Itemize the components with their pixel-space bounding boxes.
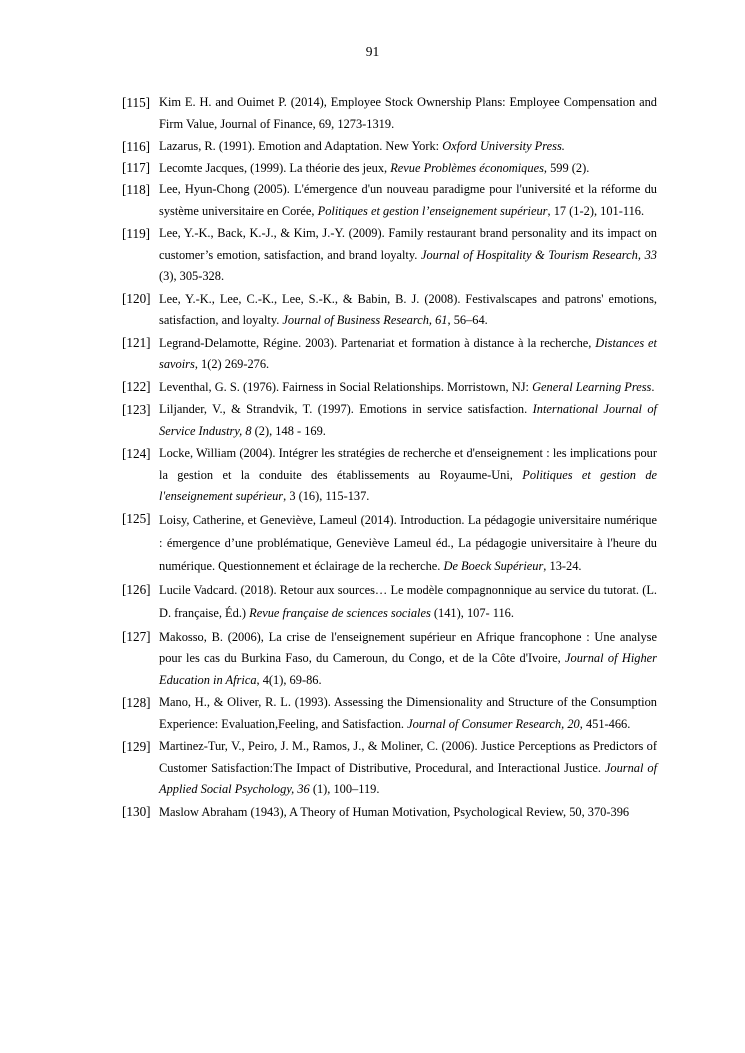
reference-text: Makosso, B. (2006), La crise de l'enseignement supérieur en Afrique francophone : Une analyse pour les cas du Burkina Faso, du Cameroun, du Congo, et de la Côte d'Ivoire, Journal of Higher Education in Africa, 4(1), 69-86. <box>159 629 657 687</box>
reference-item <box>122 377 657 399</box>
reference-number: [123] <box>122 401 151 417</box>
reference-item <box>122 223 657 288</box>
reference-item <box>122 627 657 692</box>
reference-text: Legrand-Delamotte, Régine. 2003). Partenariat et formation à distance à la recherche, Distances et savoirs, 1(2) 269-276. <box>159 335 657 371</box>
reference-number: [121] <box>122 335 151 350</box>
reference-text: Maslow Abraham (1943), A Theory of Human Motivation, Psychological Review, 50, 370-396 <box>159 804 630 819</box>
reference-number: [125] <box>122 511 151 526</box>
reference-text: Lazarus, R. (1991). Emotion and Adaptation. New York: Oxford University Press. <box>159 139 565 153</box>
reference-number: [124] <box>122 445 151 461</box>
reference-item <box>122 692 657 735</box>
reference-number: [128] <box>122 694 151 710</box>
reference-text: Kim E. H. and Ouimet P. (2014), Employee Stock Ownership Plans: Employee Compensation and Firm Value, Journal of Finance, 69, 1273-1319. <box>159 95 657 131</box>
reference-text: Lee, Y.-K., Back, K.-J., & Kim, J.-Y. (2009). Family restaurant brand personality and its impact on customer’s emotion, satisfaction, and brand loyalty. Journal of Hospitality & Tourism Research, 33 (3), 305-328. <box>159 226 657 283</box>
reference-text: Lecomte Jacques, (1999). La théorie des jeux, Revue Problèmes économiques, 599 (2). <box>159 160 590 175</box>
reference-number: [120] <box>122 291 151 306</box>
reference-text: Leventhal, G. S. (1976). Fairness in Social Relationships. Morristown, NJ: General Learning Press. <box>159 379 655 394</box>
reference-item <box>122 579 657 625</box>
reference-text: Liljander, V., & Strandvik, T. (1997). Emotions in service satisfaction. International Journal of Service Industry, 8 (2), 148 - 169. <box>159 402 657 438</box>
reference-item <box>122 136 657 157</box>
reference-item <box>122 333 657 376</box>
reference-item <box>122 802 657 824</box>
reference-text: Lee, Y.-K., Lee, C.-K., Lee, S.-K., & Babin, B. J. (2008). Festivalscapes and patrons' emotions, satisfaction, and loyalty. Journal of Business Research, 61, 56–64. <box>159 291 657 327</box>
reference-text: Lee, Hyun-Chong (2005). L'émergence d'un nouveau paradigme pour l'université et la réforme du système universitaire en Corée, Politiques et gestion l’enseignement supérieur, 17 (1-2), 101-116. <box>159 182 657 218</box>
page-number: 91 <box>365 44 380 59</box>
reference-number: [115] <box>122 94 151 110</box>
reference-number: [122] <box>122 379 151 394</box>
reference-item <box>122 179 657 222</box>
reference-number: [130] <box>122 804 151 820</box>
reference-number: [129] <box>122 738 151 754</box>
reference-item <box>122 443 657 508</box>
reference-item <box>122 92 657 135</box>
reference-text: Lucile Vadcard. (2018). Retour aux sources… Le modèle compagnonnique au service du tutorat. (L. D. française, Éd.) Revue française de sciences sociales (141), 107- 116. <box>159 583 657 621</box>
reference-item <box>122 509 657 579</box>
reference-list <box>122 92 657 823</box>
reference-number: [127] <box>122 629 151 645</box>
reference-item <box>122 736 657 801</box>
reference-number: [126] <box>122 581 151 597</box>
reference-number: [118] <box>122 181 151 197</box>
reference-text: Loisy, Catherine, et Geneviève, Lameul (2014). Introduction. La pédagogie universitaire numérique : émergence d’une problématique, Geneviève Lameul éd., La pédagogie universitaire à l'heure du numérique. Questionnement et éclairage de la recherche. De Boeck Supérieur, 13-24. <box>159 512 657 573</box>
reference-text: Locke, William (2004). Intégrer les stratégies de recherche et d'enseignement : les implications pour la gestion et la conduite des établissements au Royaume-Uni, Politiques et gestion de l'enseignement supérieur, 3 (16), 115-137. <box>159 446 658 503</box>
reference-item <box>122 289 657 332</box>
reference-number: [117] <box>122 160 151 175</box>
reference-text: Mano, H., & Oliver, R. L. (1993). Assessing the Dimensionality and Structure of the Consumption Experience: Evaluation,Feeling, and Satisfaction. Journal of Consumer Research, 20, 451-466. <box>159 695 657 731</box>
reference-item <box>122 399 657 442</box>
reference-number: [119] <box>122 225 151 241</box>
reference-text: Martinez-Tur, V., Peiro, J. M., Ramos, J., & Moliner, C. (2006). Justice Perceptions as Predictors of Customer Satisfaction:The Impact of Distributive, Procedural, and Interactional Justice. Journal of Applied Social Psychology, 36 (1), 100–119. <box>159 739 658 797</box>
reference-item <box>122 158 657 179</box>
reference-number: [116] <box>122 138 151 154</box>
